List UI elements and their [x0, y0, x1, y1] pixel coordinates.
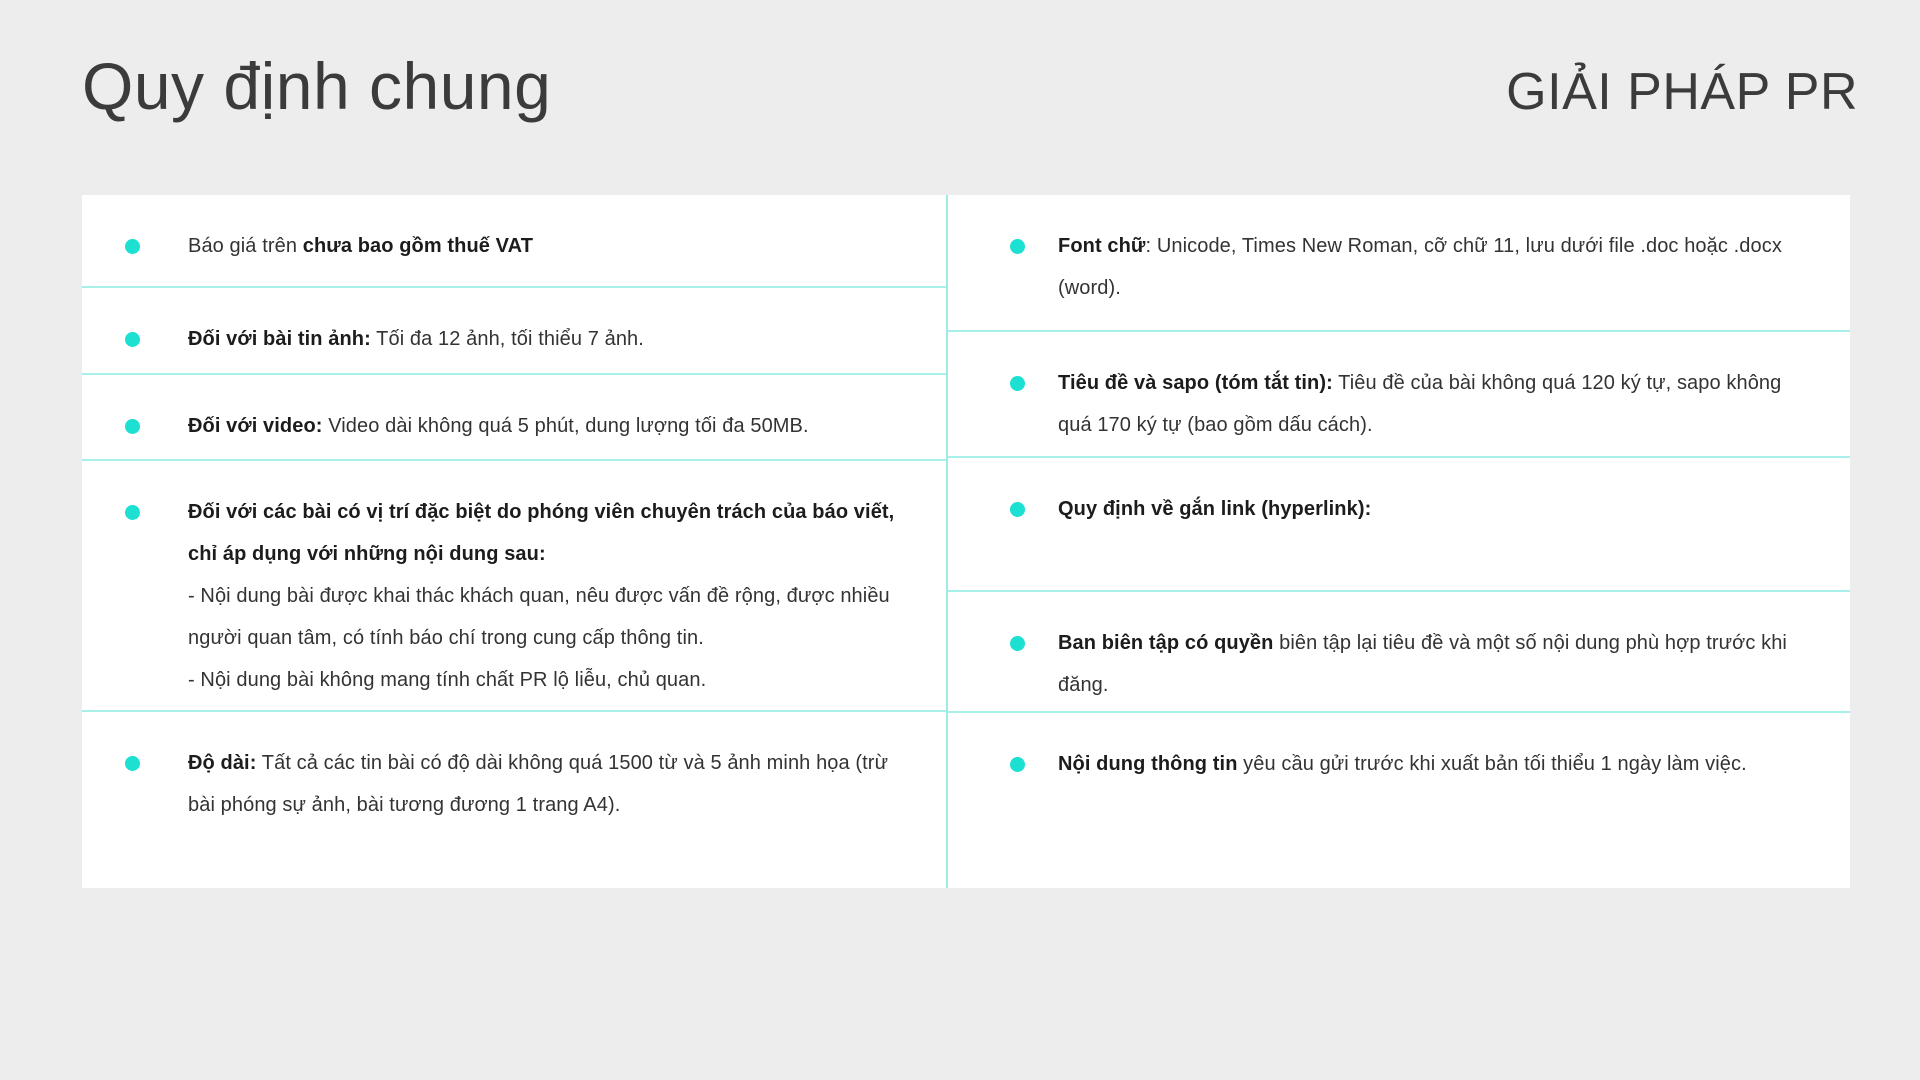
bullet-icon	[125, 505, 140, 520]
bullet-icon	[1010, 376, 1025, 391]
bullet-icon	[125, 419, 140, 434]
header	[82, 48, 1858, 124]
bullet-icon	[125, 756, 140, 771]
list-item	[82, 288, 946, 375]
bullet-icon	[1010, 757, 1025, 772]
list-item	[82, 461, 946, 712]
list-item-text: Nội dung thông tin yêu cầu gửi trước khi xuất bản tối thiểu 1 ngày làm việc.	[1058, 753, 1747, 775]
list-item	[82, 712, 946, 888]
list-item-text: Tiêu đề và sapo (tóm tắt tin): Tiêu đề của bài không quá 120 ký tự, sapo không quá 170 ký tự (bao gồm dấu cách).	[1058, 372, 1782, 436]
bullet-icon	[1010, 636, 1025, 651]
list-item	[948, 713, 1850, 888]
page-title: Quy định chung	[82, 49, 552, 123]
list-item-text: Font chữ: Unicode, Times New Roman, cỡ chữ 11, lưu dưới file .doc hoặc .docx (word).	[1058, 235, 1782, 299]
list-item-text: Báo giá trên chưa bao gồm thuế VAT	[188, 235, 534, 257]
list-item	[82, 195, 946, 288]
list-item	[948, 332, 1850, 458]
list-item	[948, 458, 1850, 592]
rules-column-right	[946, 195, 1850, 888]
list-item-text: Độ dài: Tất cả các tin bài có độ dài không quá 1500 từ và 5 ảnh minh họa (trừ bài phóng sự ảnh, bài tương đương 1 trang A4).	[188, 752, 889, 816]
rules-column-left	[82, 195, 946, 888]
bullet-icon	[1010, 502, 1025, 517]
brand-label: GIẢI PHÁP PR	[1506, 63, 1858, 121]
list-item	[948, 195, 1850, 332]
list-item-text: Quy định về gắn link (hyperlink):	[1058, 498, 1372, 520]
bullet-icon	[125, 332, 140, 347]
list-item-text: Đối với bài tin ảnh: Tối đa 12 ảnh, tối thiểu 7 ảnh.	[188, 328, 644, 350]
bullet-icon	[125, 239, 140, 254]
list-item	[82, 375, 946, 461]
list-item-text: Đối với video: Video dài không quá 5 phút, dung lượng tối đa 50MB.	[188, 415, 809, 437]
list-item-text: Đối với các bài có vị trí đặc biệt do phóng viên chuyên trách của báo viết, chỉ áp dụng với những nội dung sau: - Nội dung bài được khai thác khách quan, nêu được vấn đề rộng, được nhiều người quan tâm, có tính báo chí trong cung cấp thông tin. - Nội dung bài không mang tính chất PR lộ liễu, chủ quan.	[188, 501, 895, 691]
list-item-text: Ban biên tập có quyền biên tập lại tiêu đề và một số nội dung phù hợp trước khi đăng.	[1058, 632, 1787, 696]
bullet-icon	[1010, 239, 1025, 254]
list-item	[948, 592, 1850, 713]
rules-card	[82, 195, 1850, 888]
